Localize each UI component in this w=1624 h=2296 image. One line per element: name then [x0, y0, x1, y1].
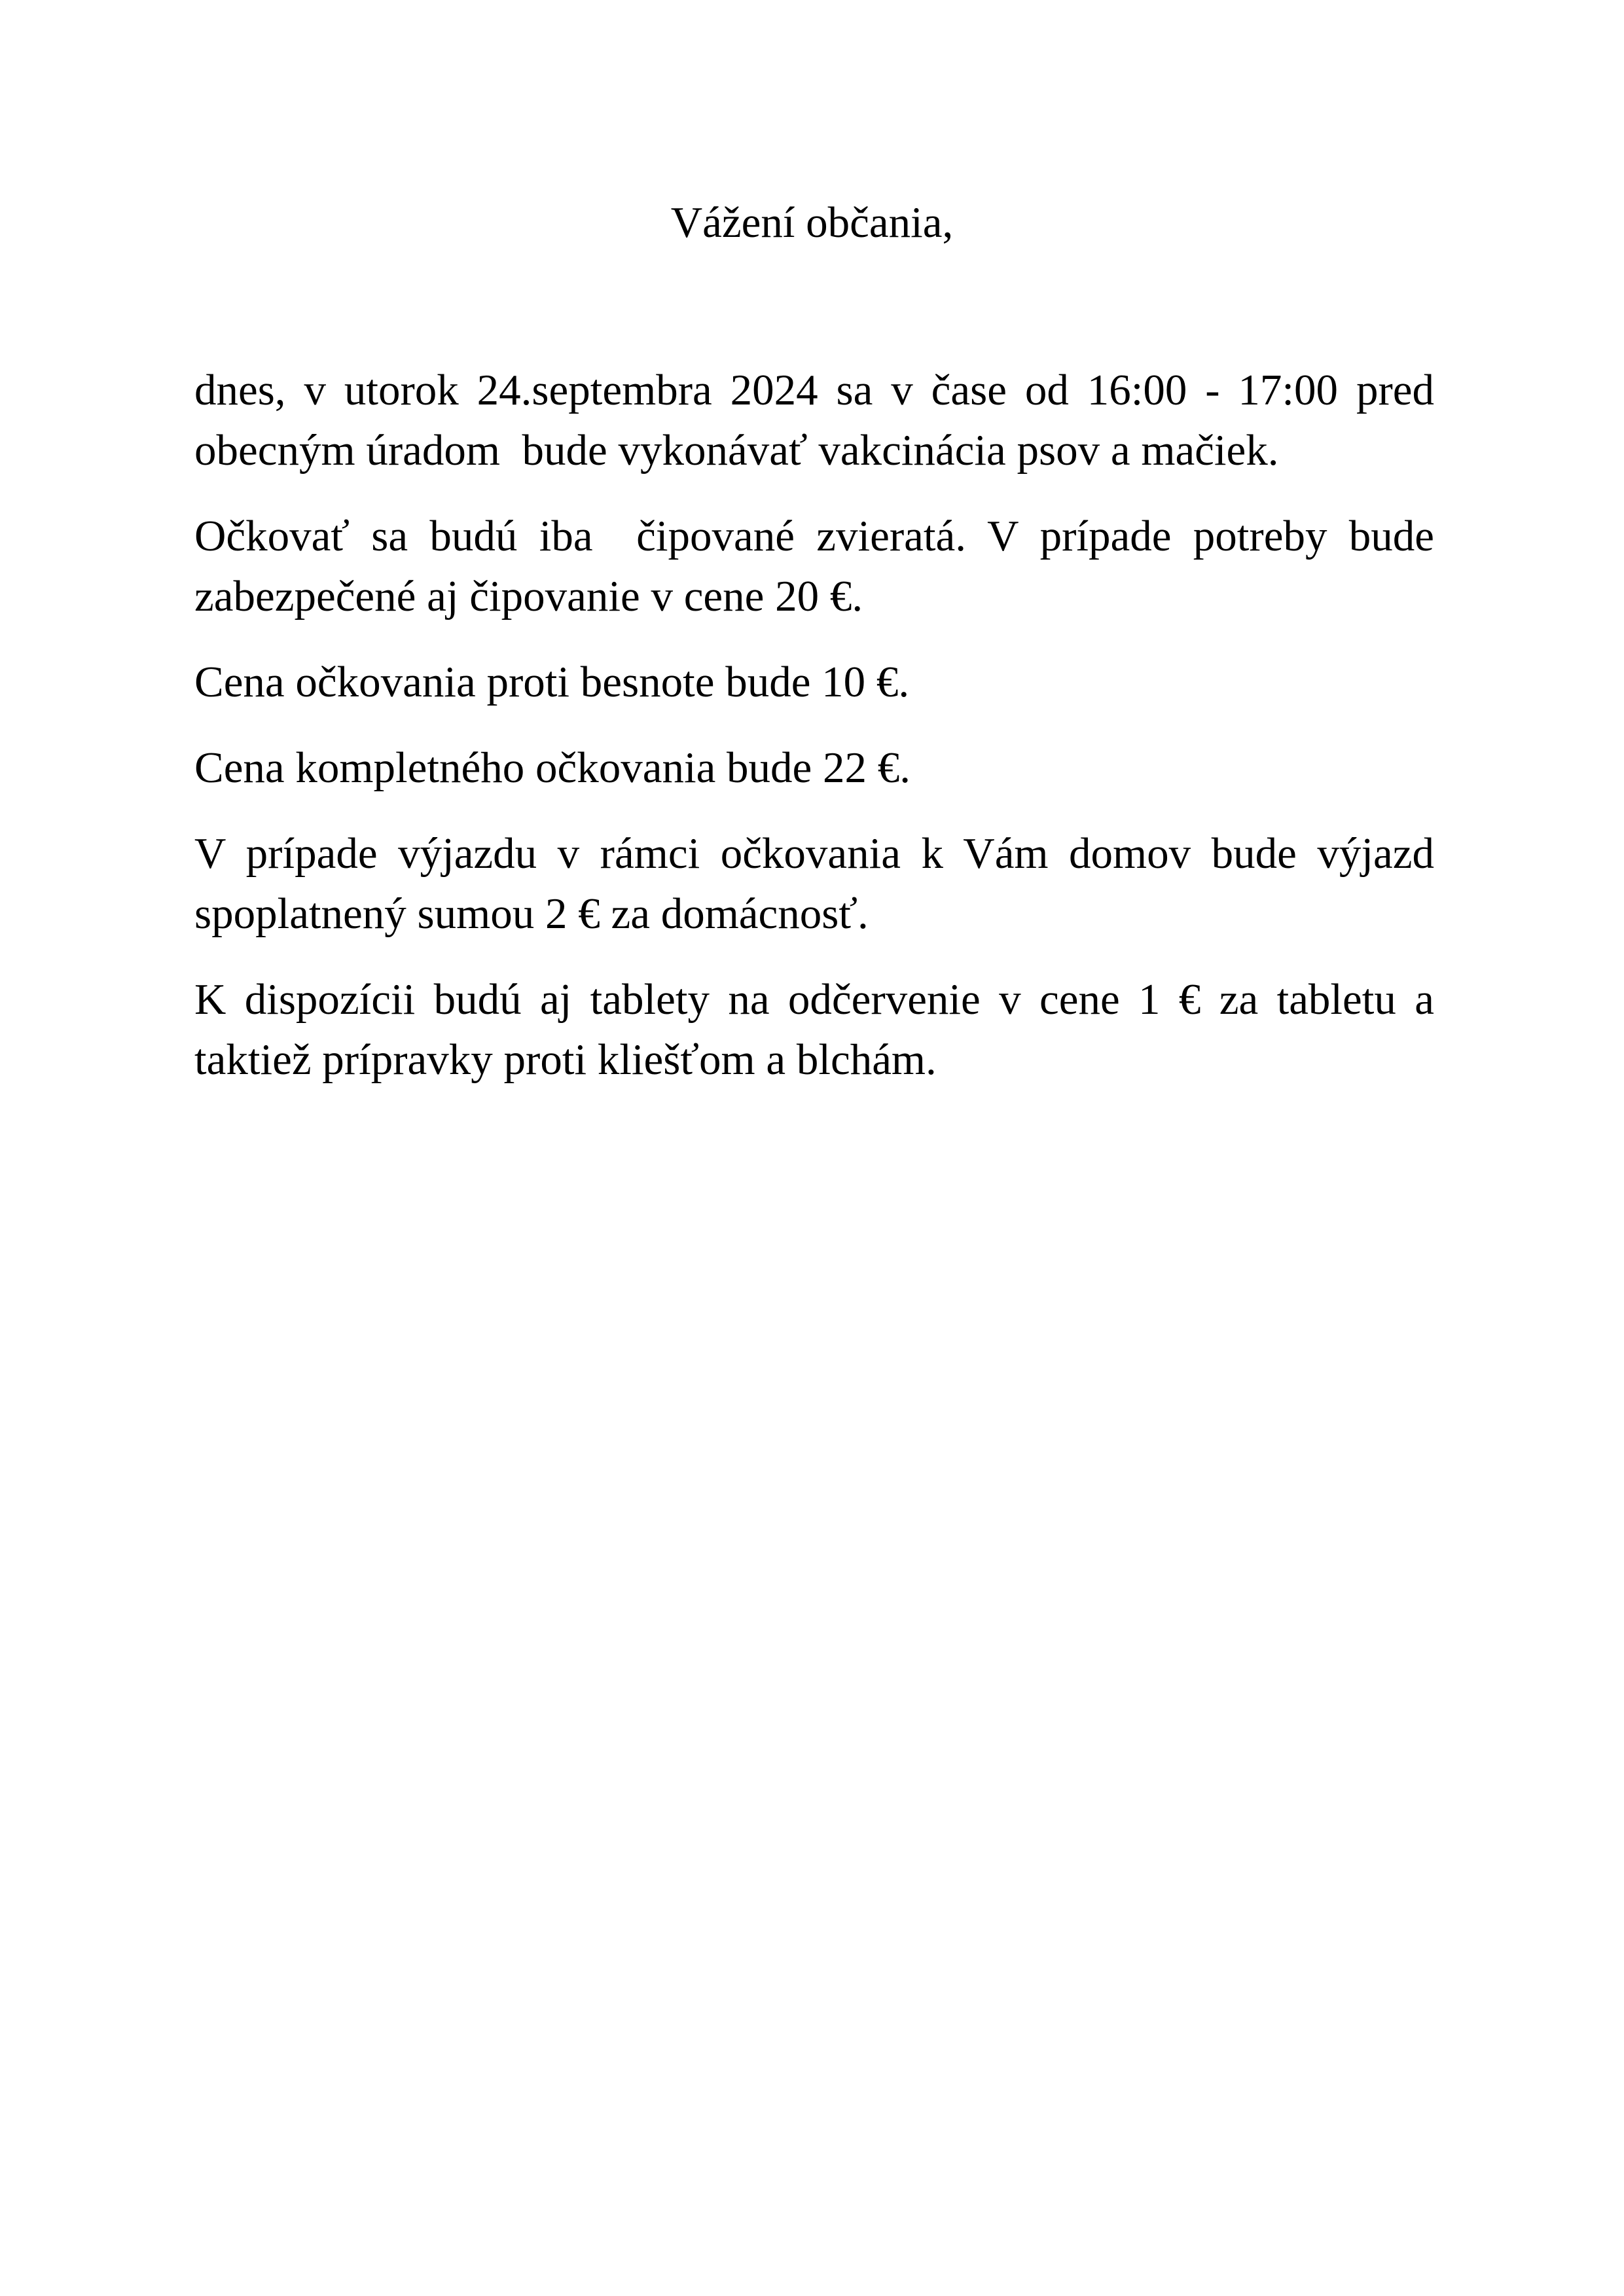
- paragraph-vaccination-time: dnes, v utorok 24.septembra 2024 sa v čase od 16:00 - 17:00 pred obecným úradom bude vykonávať vakcinácia psov a mačiek.: [194, 366, 1445, 475]
- paragraph-chipped-animals: Očkovať sa budú iba čipované zvieratá. V prípade potreby bude zabezpečené aj čipovanie v cene 20 €.: [194, 512, 1445, 620]
- salutation: Vážení občania,: [670, 198, 954, 247]
- paragraph-home-visit: V prípade výjazdu v rámci očkovania k Vám domov bude výjazd spoplatnený sumou 2 € za domácnosť.: [194, 829, 1445, 938]
- paragraph-tablets: K dispozícii budú aj tablety na odčervenie v cene 1 € za tabletu a taktiež prípravky proti kliešťom a blchám.: [194, 975, 1445, 1084]
- paragraph-rabies-price: Cena očkovania proti besnote bude 10 €.: [194, 658, 910, 706]
- announcement-body: [194, 360, 1445, 1115]
- paragraph-complete-price: Cena kompletného očkovania bude 22 €.: [194, 744, 911, 792]
